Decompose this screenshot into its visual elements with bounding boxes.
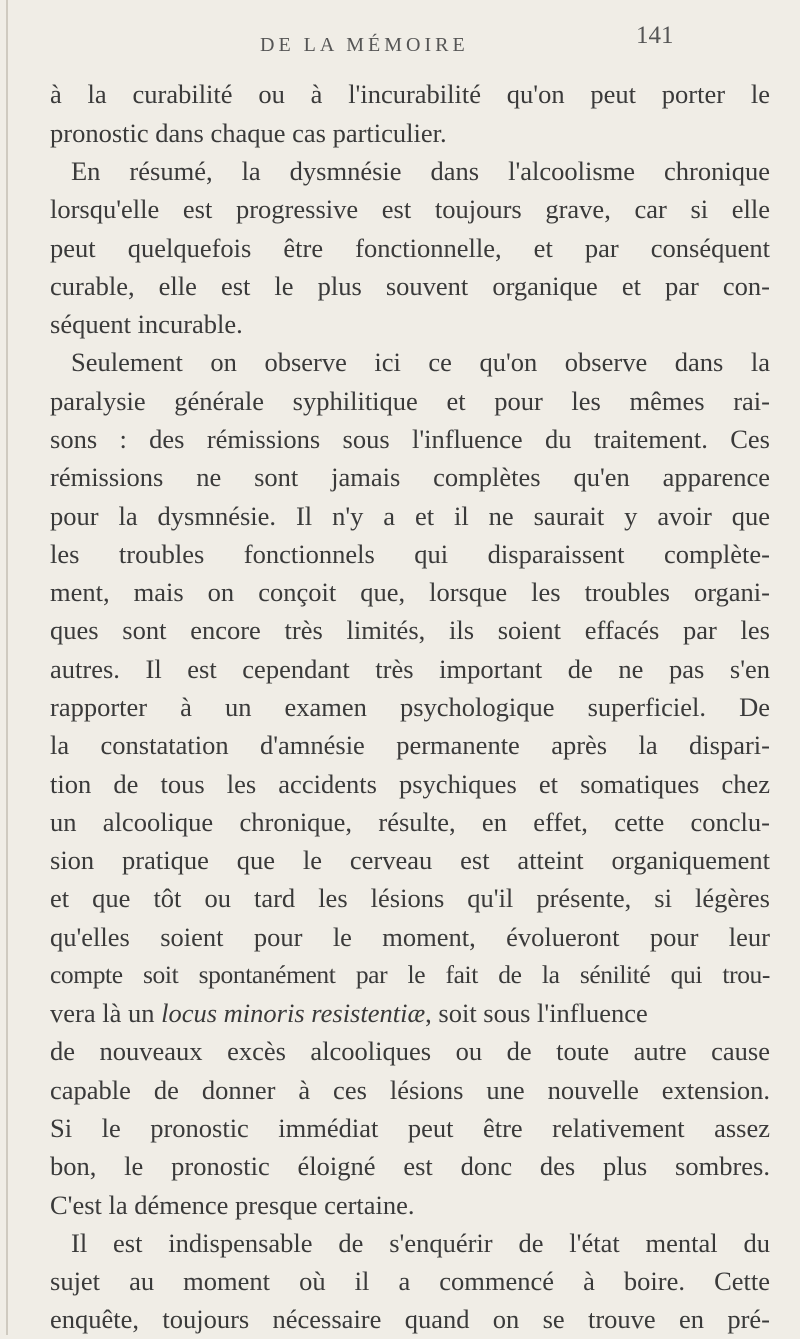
text-line: pronostic dans chaque cas particulier. [50, 118, 447, 148]
text-line: qu'elles soient pour le moment, évolueront pour leur [50, 922, 770, 952]
text-run: vera là un [50, 998, 162, 1028]
latin-phrase: locus minoris resistentiæ [161, 998, 426, 1028]
text-line: curable, elle est le plus souvent organique et par con- [50, 271, 770, 301]
text-line: Il est indispensable de s'enquérir de l'état mental du [71, 1228, 770, 1258]
text-line: tion de tous les accidents psychiques et somatiques chez [50, 769, 770, 799]
text-line: sons : des rémissions sous l'influence du traitement. Ces [50, 424, 770, 454]
text-line: lorsqu'elle est progressive est toujours grave, car si elle [50, 194, 770, 224]
text-line: séquent incurable. [50, 309, 243, 339]
page-edge [6, 0, 8, 1335]
text-line: Si le pronostic immédiat peut être relativement assez [50, 1113, 770, 1143]
text-line: et que tôt ou tard les lésions qu'il présente, si légères [50, 883, 770, 913]
text-line: capable de donner à ces lésions une nouvelle extension. [50, 1075, 770, 1105]
text-line: paralysie générale syphilitique et pour les mêmes rai- [50, 386, 770, 416]
text-line: les troubles fonctionnels qui disparaissent complète- [50, 539, 770, 569]
text-line: rémissions ne sont jamais complètes qu'en apparence [50, 462, 770, 492]
text-line [50, 993, 770, 1033]
text-line: ques sont encore très limités, ils soient effacés par les [50, 615, 770, 645]
text-line: compte soit spontanément par le fait de la sénilité qui trou- [50, 960, 770, 989]
text-line: de nouveaux excès alcooliques ou de toute autre cause [50, 1036, 770, 1066]
page-number: 141 [636, 22, 674, 49]
text-line: bon, le pronostic éloigné est donc des plus sombres. [50, 1151, 770, 1181]
text-line: autres. Il est cependant très important de ne pas s'en [50, 654, 770, 684]
text-run: , soit sous l'influence [425, 998, 648, 1028]
text-line: pour la dysmnésie. Il n'y a et il ne saurait y avoir que [50, 501, 770, 531]
text-line: à la curabilité ou à l'incurabilité qu'on peut porter le [50, 79, 770, 109]
text-line: peut quelquefois être fonctionnelle, et par conséquent [50, 233, 770, 263]
text-line: Seulement on observe ici ce qu'on observe dans la [71, 347, 770, 377]
text-line: ment, mais on conçoit que, lorsque les troubles organi- [50, 577, 770, 607]
text-line: rapporter à un examen psychologique superficiel. De [50, 692, 770, 722]
running-title: DE LA MÉMOIRE [260, 34, 469, 56]
text-line: enquête, toujours nécessaire quand on se trouve en pré- [50, 1304, 770, 1334]
text-line: un alcoolique chronique, résulte, en effet, cette conclu- [50, 807, 770, 837]
text-line: C'est la démence presque certaine. [50, 1190, 415, 1220]
text-line: sion pratique que le cerveau est atteint organiquement [50, 845, 770, 875]
text-line: sujet au moment où il a commencé à boire. Cette [50, 1266, 770, 1296]
text-line: En résumé, la dysmnésie dans l'alcoolisme chronique [71, 156, 770, 186]
text-line: la constatation d'amnésie permanente après la dispari- [50, 730, 770, 760]
